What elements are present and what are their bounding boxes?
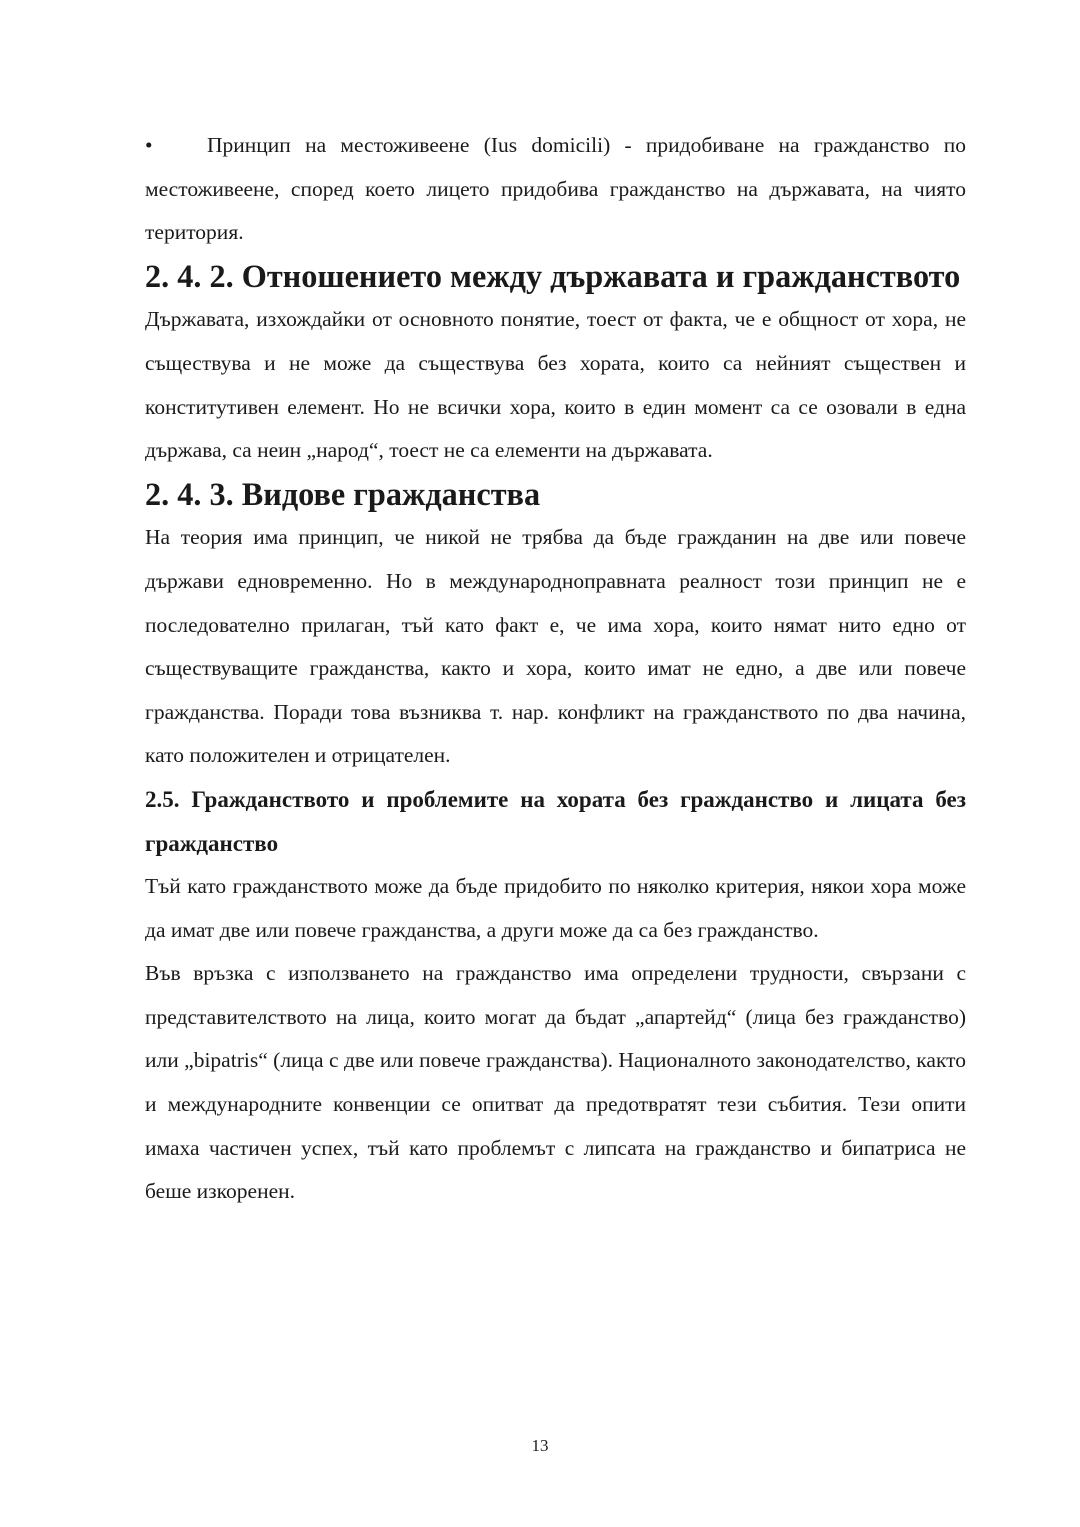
paragraph-2-5-second: Във връзка с използването на гражданство има определени трудности, свързани с представителството на лица, които могат да бъдат „апартейд“ (лица без гражданство) или „bipatris“ (лица с две или повече гражданства). Националното законодателство, както и международните конвенции се опитват да предотвратят тези събития. Тези опити имаха частичен успех, тъй като проблемът с липсата на гражданство и бипатриса не беше изкоренен.	[145, 961, 966, 1204]
bullet-paragraph	[145, 124, 966, 255]
section-heading-2-4-2: 2. 4. 2. Отношението между държавата и гражданството	[145, 257, 961, 294]
section-heading-2-4-3: 2. 4. 3. Видове гражданства	[145, 475, 541, 512]
paragraph-2-5-first: Тъй като гражданството може да бъде придобито по няколко критерия, някои хора може да имат две или повече гражданства, а други може да са без гражданство.	[145, 874, 966, 942]
document-page	[145, 124, 966, 1214]
paragraph-2-4-3: На теория има принцип, че никой не трябва да бъде гражданин на две или повече държави едновременно. Но в международноправната реалност този принцип не е последователно прилаган, тъй като факт е, че има хора, които нямат нито едно от съществуващите гражданства, както и хора, които имат не едно, а две или повече гражданства. Поради това възниква т. нар. конфликт на гражданството по два начина, като положителен и отрицателен.	[145, 525, 966, 768]
bullet-text: Принцип на местоживеене (Ius domicili) - придобиване на гражданство по местоживеене, според което лицето придобива гражданство на държавата, на чиято територия.	[145, 133, 966, 245]
page-number: 13	[531, 1436, 549, 1455]
bullet-icon: •	[145, 133, 153, 157]
section-heading-2-5: 2.5. Гражданството и проблемите на хората без гражданство и лицата без гражданство	[145, 786, 966, 856]
paragraph-2-4-2: Държавата, изхождайки от основното понятие, тоест от факта, че е общност от хора, не съществува и не може да съществува без хората, които са нейният съществен и конститутивен елемент. Но не всички хора, които в един момент са се озовали в една държава, са неин „народ“, тоест не са елементи на държавата.	[145, 307, 966, 463]
